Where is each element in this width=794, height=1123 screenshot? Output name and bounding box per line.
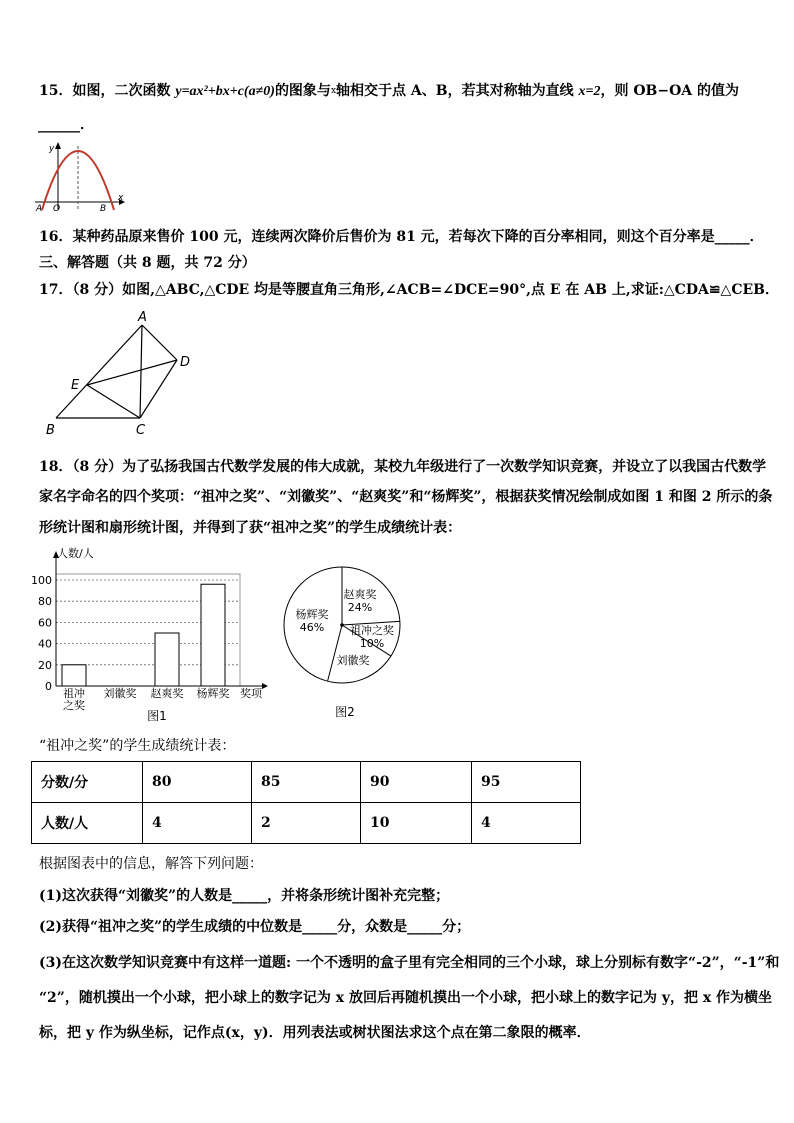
score-table [31, 761, 581, 844]
q15-graph-x: x [118, 193, 124, 203]
x-tick-label: 祖冲 [63, 687, 85, 700]
y-tick-label: 0 [45, 680, 52, 693]
x-tick-label: 刘徽奖 [103, 687, 137, 700]
x-tick-label: 赵爽奖 [150, 687, 184, 700]
chart-title: 图2 [335, 705, 355, 719]
q18-part-3-line-2: “2”，随机摸出一个小球，把小球上的数字记为 x 放回后再随机摸出一个小球，把小球上的数字记为 y，把 x 作为横坐 [39, 990, 773, 1006]
pie-slice-label: 赵爽奖 [343, 588, 377, 601]
q17-label-b: B [46, 423, 55, 438]
pie-slice-percent: 46% [299, 621, 325, 634]
q17-label-d: D [180, 355, 191, 370]
bar [155, 633, 179, 686]
q18-line-2: 家名字命名的四个奖项：“祖冲之奖”、“刘徽奖”、“赵爽奖”和“杨辉奖”，根据获奖情况绘制成如图 1 和图 2 所示的条 [39, 489, 773, 505]
q17-label-e: E [71, 378, 80, 393]
q18-part-1: (1)这次获得“刘徽奖”的人数是_____，并将条形统计图补充完整； [39, 888, 450, 904]
table-cell: 分数/分 [32, 762, 143, 803]
q15-parabola-figure [33, 138, 128, 213]
chart-title: 图1 [147, 709, 167, 723]
table-row [32, 803, 581, 844]
bar [201, 584, 225, 686]
x-axis-label: 奖项 [240, 687, 262, 700]
pie-slice-percent: 24% [347, 601, 373, 614]
table-cell: 2 [252, 803, 361, 844]
pie-center [340, 623, 344, 627]
q15-line [39, 82, 739, 101]
table-cell: 85 [252, 762, 361, 803]
table-cell: 10 [361, 803, 472, 844]
q15-axis-eq: x=2 [578, 84, 601, 99]
q17-text: 17．（8 分）如图,△ABC,△CDE 均是等腰直角三角形,∠ACB=∠DCE=90°,点 E 在 AB 上,求证:△CDA≌△CEB． [39, 282, 779, 298]
y-tick-label: 20 [38, 658, 52, 672]
q18-part-3-line-1: (3)在这次数学知识竞赛中有这样一道题: 一个不透明的盒子里有完全相同的三个小球，球上分别标有数字“-2”，“-1”和 [39, 955, 780, 971]
q15-small-x: x [330, 86, 337, 96]
q15-graph-y: y [49, 144, 55, 154]
pie-slice-label: 祖冲之奖 [350, 624, 394, 637]
q15-graph-o: O [53, 204, 61, 214]
x-tick-label: 杨辉奖 [196, 687, 230, 700]
q16-text: 16．某种药品原来售价 100 元，连续两次降价后售价为 81 元，若每次下降的百分率相同，则这个百分率是_____． [39, 229, 764, 245]
section-3-heading: 三、解答题（共 8 题，共 72 分） [39, 255, 256, 271]
pie-slice-percent: 10% [359, 637, 385, 650]
pie-slice-label: 杨辉奖 [295, 608, 329, 621]
q17-label-a: A [138, 310, 147, 325]
q15-end: ，则 OB−OA 的值为 [600, 83, 740, 99]
table-cell: 人数/人 [32, 803, 143, 844]
y-tick-label: 80 [38, 595, 52, 609]
q15-blank: ______． [38, 117, 94, 133]
pie-chart-figure-2 [280, 550, 410, 725]
q15-rest: 轴相交于点 A、B，若其对称轴为直线 [336, 83, 579, 99]
q18-intro: 根据图表中的信息，解答下列问题： [39, 856, 263, 872]
q15-middle: 的图象与 [274, 83, 331, 99]
q18-part-3-line-3: 标，把 y 作为纵坐标，记作点(x，y)．用列表法或树状图法求这个点在第二象限的概率． [39, 1025, 591, 1041]
q18-line-3: 形统计图和扇形统计图，并得到了获“祖冲之奖”的学生成绩统计表： [39, 520, 462, 536]
q18-line-1: 18．（8 分）为了弘扬我国古代数学发展的伟大成就，某校九年级进行了一次数学知识竞赛，并设立了以我国古代数学 [39, 459, 767, 475]
q15-prefix: 15．如图，二次函数 [39, 83, 176, 99]
y-tick-label: 40 [38, 637, 52, 651]
table-cell: 80 [143, 762, 252, 803]
y-axis-label: 人数/人 [57, 547, 94, 560]
table-cell: 4 [143, 803, 252, 844]
pie-slice-label: 刘徽奖 [336, 654, 370, 667]
table-row [32, 762, 581, 803]
table-cell: 4 [472, 803, 581, 844]
q17-label-c: C [136, 423, 146, 438]
y-tick-label: 60 [38, 616, 52, 630]
y-tick-label: 100 [31, 574, 52, 587]
bar [62, 665, 86, 686]
q17-triangle-figure [40, 310, 210, 440]
q15-graph-b: B [100, 204, 107, 214]
q15-formula: y=ax²+bx+c(a≠0) [175, 84, 275, 99]
q18-part-2: (2)获得“祖冲之奖”的学生成绩的中位数是_____分，众数是_____分； [39, 919, 471, 935]
q15-graph-a: A [36, 204, 43, 214]
table-cell: 95 [472, 762, 581, 803]
table-cell: 90 [361, 762, 472, 803]
x-tick-label: 之奖 [63, 699, 85, 712]
x-axis-arrow [262, 683, 268, 689]
bar-chart-figure-1 [20, 545, 280, 730]
score-table-title: “祖冲之奖”的学生成绩统计表： [39, 738, 236, 754]
